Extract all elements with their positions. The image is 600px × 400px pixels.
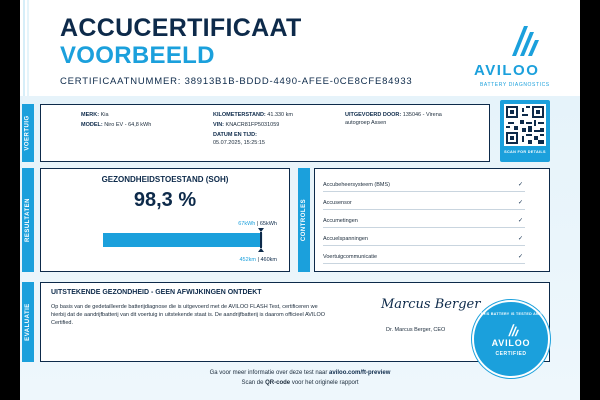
- footer-line-1: [20, 370, 580, 376]
- soh-title: GEZONDHEIDSTOESTAND (SOH): [101, 175, 229, 184]
- footer-qr-label: QR-code: [265, 380, 291, 386]
- section-label-evaluation: EVALUATIE: [22, 282, 34, 362]
- range-original: 460km: [260, 257, 277, 263]
- footer-text: Ga voor meer informatie over deze test naar: [209, 370, 330, 376]
- qr-code[interactable]: [500, 100, 550, 162]
- control-item-label: Accuelspanningen: [323, 236, 368, 242]
- vin-value: KNACR81FP5031059: [225, 122, 280, 128]
- section-label-controls: CONTROLES: [298, 168, 310, 272]
- capacity-separator: |: [255, 221, 260, 227]
- mileage-value: 41.330 km: [267, 112, 293, 118]
- aviloo-logo: [466, 0, 580, 104]
- seal-brand: AVILOO: [491, 338, 531, 348]
- evaluation-title: UITSTEKENDE GEZONDHEID - GEEN AFWIJKINGEN ONTDEKT: [51, 289, 262, 296]
- footer-link[interactable]: aviloo.com/ft-preview: [329, 370, 391, 376]
- datetime-label: DATUM EN TIJD:: [213, 132, 257, 138]
- model-value: Niro EV - 64,8 kWh: [104, 122, 152, 128]
- certificate-subtitle: VOORBEELD: [60, 42, 215, 69]
- footer-text: voor het originele rapport: [290, 380, 359, 386]
- section-label-results: RESULTATEN: [22, 168, 34, 272]
- check-icon: ✓: [517, 236, 523, 242]
- control-item: [323, 251, 525, 264]
- section-label-vehicle: VOERTUIG: [22, 104, 34, 162]
- control-item: [323, 179, 525, 192]
- control-item-label: Accubeheersysteem (BMS): [323, 182, 390, 188]
- soh-card: [40, 168, 290, 272]
- soh-bar-fill: [103, 233, 260, 247]
- seal-bottom-text: CERTIFIED: [495, 351, 527, 357]
- capacity-now: 67kWh: [238, 221, 256, 227]
- footer-line-2: [20, 380, 580, 386]
- brand-tagline: BATTERY DIAGNOSTICS: [480, 82, 550, 88]
- seal-top-text: THIS BATTERY IS TESTED AND: [480, 312, 542, 316]
- control-item: [323, 215, 525, 228]
- vin-label: VIN:: [213, 122, 224, 128]
- qr-code-icon: [504, 104, 546, 146]
- signer-name: Dr. Marcus Berger, CEO: [386, 327, 446, 333]
- certificate-page: [20, 0, 580, 400]
- check-icon: ✓: [517, 200, 523, 206]
- controls-card: [314, 168, 550, 272]
- check-icon: ✓: [517, 182, 523, 188]
- evaluation-text: Op basis van de gedetailleerde batterijdiagnose die is uitgevoerd met de AVILOO FLASH Test, certificeren we hierbij dat de aandrijfbatterij van dit voertuig in uitstekende staat is. De aandrijfbatterij is daarom officieel AVILOO Certified.: [51, 304, 326, 326]
- check-icon: ✓: [517, 254, 523, 260]
- control-item: [323, 233, 525, 246]
- control-item-label: Voertuigcommunicatie: [323, 254, 378, 260]
- range-readout: [41, 257, 277, 263]
- certificate-title: ACCUCERTIFICAAT: [60, 14, 302, 42]
- check-icon: ✓: [517, 218, 523, 224]
- control-item: [323, 197, 525, 210]
- soh-value: 98,3 %: [133, 189, 197, 211]
- qr-caption: SCAN FOR DETAILS: [504, 150, 546, 154]
- vehicle-card: [40, 104, 490, 162]
- mileage-label: KILOMETERSTAND:: [213, 112, 266, 118]
- brand-name: AVILOO: [474, 62, 540, 79]
- soh-bar-track: [103, 233, 263, 247]
- performed-by-label: UITGEVOERD DOOR:: [345, 112, 402, 118]
- certified-seal: [472, 300, 550, 378]
- capacity-readout: [41, 221, 277, 227]
- capacity-original: 65kWh: [259, 221, 277, 227]
- control-item-label: Accusensor: [323, 200, 352, 206]
- range-now: 452km: [239, 257, 256, 263]
- aviloo-logo-icon: [502, 18, 546, 58]
- soh-bar-marker: [256, 228, 266, 254]
- make-label: MERK:: [81, 112, 100, 118]
- performed-by-value-line2: autogroep Assen: [345, 120, 387, 126]
- signature: Marcus Berger: [381, 297, 481, 312]
- seal-logo-icon: [504, 321, 522, 337]
- footer-text: Scan de: [241, 380, 266, 386]
- datetime-value: 05.07.2025, 15:25:15: [213, 140, 265, 146]
- model-label: MODEL:: [81, 122, 103, 128]
- make-value: Kia: [100, 112, 109, 118]
- range-separator: |: [255, 257, 261, 263]
- certificate-number: CERTIFICAATNUMMER: 38913B1B-BDDD-4490-AFEE-0CE8CFE84933: [60, 76, 413, 87]
- control-item-label: Accumetingen: [323, 218, 358, 224]
- performed-by-value: 135046 - Virena: [402, 112, 442, 118]
